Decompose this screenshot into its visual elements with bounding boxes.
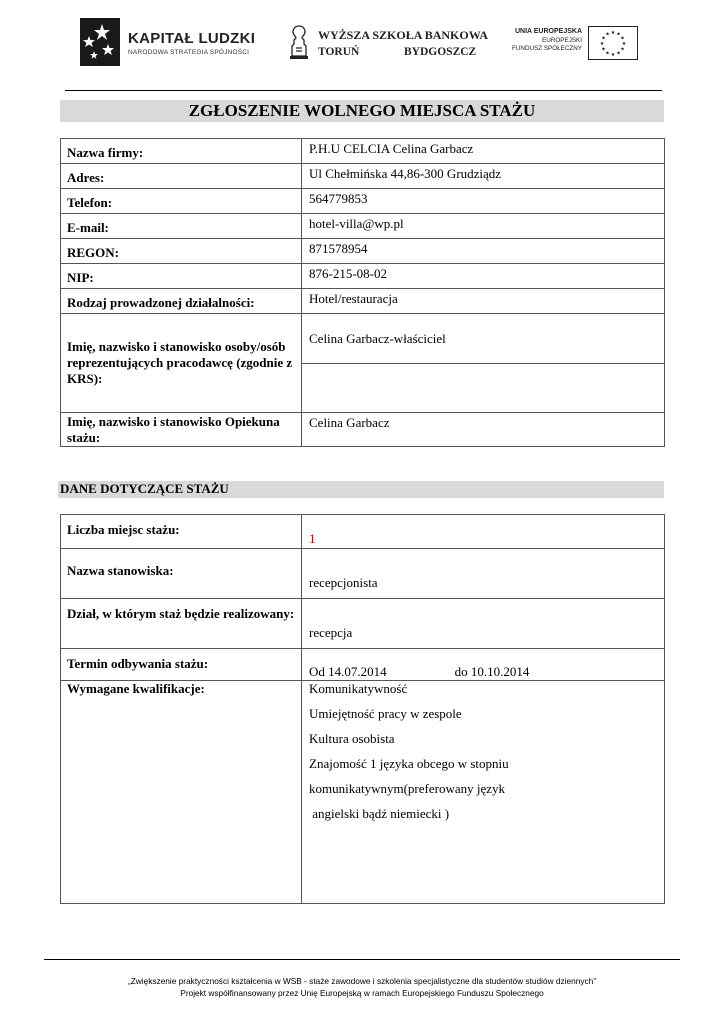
position-value: recepcjonista: [302, 549, 665, 599]
company-name-label: Nazwa firmy:: [61, 139, 302, 164]
table-row: [61, 139, 665, 164]
eu-logo-text: [500, 28, 582, 54]
title-bar: [60, 100, 664, 122]
footer-divider: [44, 959, 680, 960]
supervisor-value: Celina Garbacz: [302, 413, 665, 447]
wsb-logo: [288, 24, 489, 64]
table-row: [61, 189, 665, 214]
term-label: Termin odbywania stażu:: [61, 649, 302, 681]
qualification-item: komunikatywnym(preferowany język: [309, 781, 506, 796]
qualification-item: Komunikatywność: [309, 681, 408, 696]
regon-label: REGON:: [61, 239, 302, 264]
footer-funding-note: Projekt współfinansowany przez Unię Europejską w ramach Europejskiego Funduszu Społecznego: [180, 988, 544, 998]
places-value: 1: [302, 515, 665, 549]
address-value: Ul Chełmińska 44,86-300 Grudziądz: [302, 164, 665, 189]
qualifications-value: [302, 681, 665, 904]
internship-table: [60, 514, 665, 904]
email-label: E-mail:: [61, 214, 302, 239]
table-row: [61, 289, 665, 314]
qualifications-label: Wymagane kwalifikacje:: [61, 681, 302, 904]
table-row: [61, 549, 665, 599]
eu-star-icon: ★: [601, 36, 606, 42]
eu-flag-icon: [588, 26, 638, 60]
nip-value: 876-215-08-02: [302, 264, 665, 289]
company-table: [60, 138, 665, 447]
eu-star-icon: ★: [605, 32, 610, 38]
eu-star-icon: ★: [610, 53, 616, 58]
regon-value: 871578954: [302, 239, 665, 264]
nip-label: NIP:: [61, 264, 302, 289]
table-row: [61, 515, 665, 549]
supervisor-label: Imię, nazwisko i stanowisko Opiekuna stażu:: [61, 413, 302, 447]
table-row: [61, 681, 665, 904]
eu-star-icon: ★: [620, 47, 625, 53]
wsb-city-torun: TORUŃ: [318, 46, 360, 58]
footer-project-title: „Zwiększenie praktyczności kształcenia w WSB - staże zawodowe i szkolenia specjalistyczne dla studentów studiów dziennych”: [127, 976, 597, 986]
position-label: Nazwa stanowiska:: [61, 549, 302, 599]
table-row: [61, 214, 665, 239]
eu-star-icon: ★: [616, 51, 621, 57]
header-logos: [80, 18, 640, 66]
internship-section-title: DANE DOTYCZĄCE STAŻU: [60, 481, 229, 496]
eu-star-icon: ★: [620, 36, 625, 42]
eu-star-icon: ★: [610, 31, 616, 36]
table-row: [61, 649, 665, 681]
table-row: [61, 413, 665, 447]
header-divider: [65, 90, 662, 91]
wsb-city-bydgoszcz: BYDGOSZCZ: [404, 46, 477, 58]
eu-star-icon: ★: [599, 42, 605, 47]
table-row: [61, 164, 665, 189]
table-row: [61, 264, 665, 289]
term-value: [302, 649, 665, 681]
email-value: hotel-villa@wp.pl: [302, 214, 665, 239]
page-title: ZGŁOSZENIE WOLNEGO MIEJSCA STAŻU: [188, 101, 536, 120]
internship-section-bar: [58, 481, 664, 498]
eu-line-3: FUNDUSZ SPOŁECZNY: [512, 45, 582, 52]
representatives-value-2: [302, 364, 665, 413]
eu-star-icon: ★: [616, 32, 621, 38]
qualification-item: Kultura osobista: [309, 731, 395, 746]
phone-value: 564779853: [302, 189, 665, 214]
kapital-ludzki-title: KAPITAŁ LUDZKI: [128, 30, 256, 47]
activity-value: Hotel/restauracja: [302, 289, 665, 314]
term-to: do 10.10.2014: [454, 664, 530, 679]
eu-logo: [500, 26, 640, 66]
qualification-item: Znajomość 1 języka obcego w stopniu: [309, 756, 509, 771]
eu-line-2: EUROPEJSKI: [542, 36, 582, 44]
representatives-label: Imię, nazwisko i stanowisko osoby/osób reprezentujących pracodawcę (zgodnie z KRS):: [61, 314, 302, 413]
eu-line-1: UNIA EUROPEJSKA: [514, 28, 582, 35]
table-row: [61, 599, 665, 649]
eu-star-icon: ★: [621, 42, 627, 47]
wsb-name: WYŻSZA SZKOŁA BANKOWA: [318, 28, 489, 42]
table-row: [61, 239, 665, 264]
kapital-ludzki-emblem-icon: [80, 18, 120, 66]
term-from: Od 14.07.2014: [309, 664, 387, 679]
places-label: Liczba miejsc stażu:: [61, 515, 302, 549]
table-row: [61, 314, 665, 364]
qualification-item: angielski bądź niemiecki ): [309, 806, 450, 821]
activity-label: Rodzaj prowadzonej działalności:: [61, 289, 302, 314]
phone-label: Telefon:: [61, 189, 302, 214]
wsb-emblem-icon: [288, 24, 310, 60]
kapital-ludzki-subtitle: NARODOWA STRATEGIA SPÓJNOŚCI: [128, 49, 250, 56]
company-name-value: P.H.U CELCIA Celina Garbacz: [302, 139, 665, 164]
qualification-item: Umiejętność pracy w zespole: [309, 706, 462, 721]
eu-star-icon: ★: [601, 47, 606, 53]
eu-star-icon: ★: [605, 51, 610, 57]
kapital-ludzki-logo: [80, 18, 255, 66]
address-label: Adres:: [61, 164, 302, 189]
department-value: recepcja: [302, 599, 665, 649]
department-label: Dział, w którym staż będzie realizowany:: [61, 599, 302, 649]
representatives-value-1: Celina Garbacz-właściciel: [302, 314, 665, 364]
